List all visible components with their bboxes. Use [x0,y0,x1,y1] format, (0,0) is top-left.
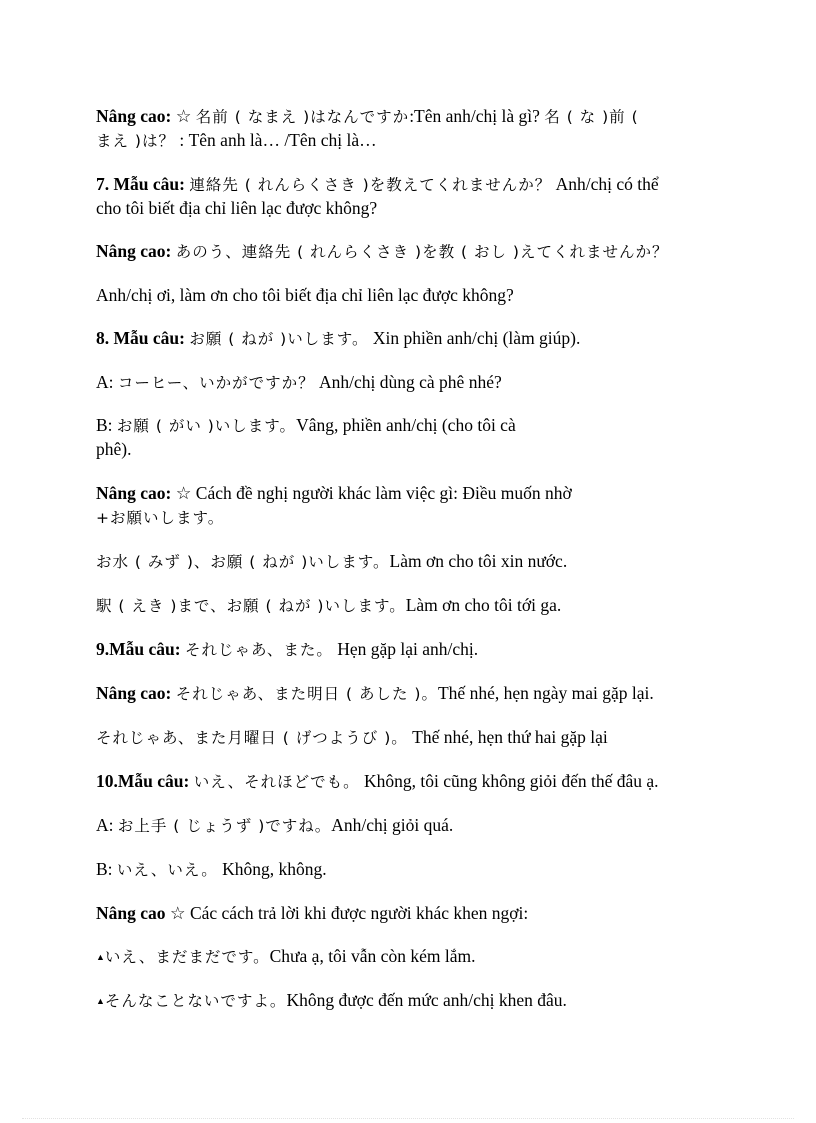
line-13: お水 ( みず )、お願 ( ねが )いします。Làm ơn cho tôi xin nước. [96,551,568,571]
page-footer-divider [22,1118,794,1119]
line-18: 10.Mẫu câu: いえ、それほどでも。 Không, tôi cũng không giỏi đến thế đâu ạ. [96,771,659,791]
line-21: Nâng cao ☆ Các cách trả lời khi được người khác khen ngợi: [96,903,529,923]
label: 8. Mẫu câu: [96,328,185,348]
line-12: +お願いします。 [96,509,225,527]
label: 7. Mẫu câu: [96,174,185,194]
line-1: Nâng cao: ☆ 名前 ( なまえ )はなんですか:Tên anh/chị là gì? 名 ( な )前 ( [96,106,639,126]
label: 10.Mẫu câu: [96,771,190,791]
line-5: Nâng cao: あのう、連絡先 ( れんらくさき )を教 ( おし )えてくれませんか？ [96,241,669,261]
line-4: cho tôi biết địa chỉ liên lạc được không? [96,198,378,218]
line-6: Anh/chị ơi, làm ơn cho tôi biết địa chỉ liên lạc được không? [96,285,514,305]
line-20: B: いえ、いえ。 Không, không. [96,859,327,879]
line-15: 9.Mẫu câu: それじゃあ、また。 Hẹn gặp lại anh/chị. [96,639,479,659]
line-23: ▲そんなことないですよ。Không được đến mức anh/chị khen đâu. [96,990,567,1010]
triangle-bullet-icon: ▲ [96,996,105,1006]
label: 9.Mẫu câu: [96,639,181,659]
label: Nâng cao: [96,483,172,503]
line-8: A: コーヒー、いかがですか？ Anh/chị dùng cà phê nhé? [96,372,502,392]
line-10: phê). [96,439,132,459]
label: Nâng cao [96,903,166,923]
label: Nâng cao: [96,683,172,703]
line-2: まえ )は？ : Tên anh là… /Tên chị là… [96,130,377,150]
line-17: それじゃあ、また月曜日 ( げつようび )。 Thế nhé, hẹn thứ hai gặp lại [96,727,608,747]
line-14: 駅 ( えき )まで、お願 ( ねが )いします。Làm ơn cho tôi tới ga. [96,595,562,615]
label: Nâng cao: [96,106,172,126]
line-11: Nâng cao: ☆ Cách đề nghị người khác làm việc gì: Điều muốn nhờ [96,483,572,503]
line-9: B: お願 ( がい )いします。Vâng, phiền anh/chị (cho tôi cà [96,415,516,435]
line-16: Nâng cao: それじゃあ、また明日 ( あした )。Thế nhé, hẹn ngày mai gặp lại. [96,683,654,703]
line-22: ▲いえ、まだまだです。Chưa ạ, tôi vẫn còn kém lắm. [96,946,476,966]
line-3: 7. Mẫu câu: 連絡先 ( れんらくさき )を教えてくれませんか？ Anh/chị có thể [96,174,659,194]
label: Nâng cao: [96,241,172,261]
line-7: 8. Mẫu câu: お願 ( ねが )いします。 Xin phiền anh/chị (làm giúp). [96,328,581,348]
triangle-bullet-icon: ▲ [96,952,105,962]
line-19: A: お上手 ( じょうず )ですね。Anh/chị giỏi quá. [96,815,454,835]
